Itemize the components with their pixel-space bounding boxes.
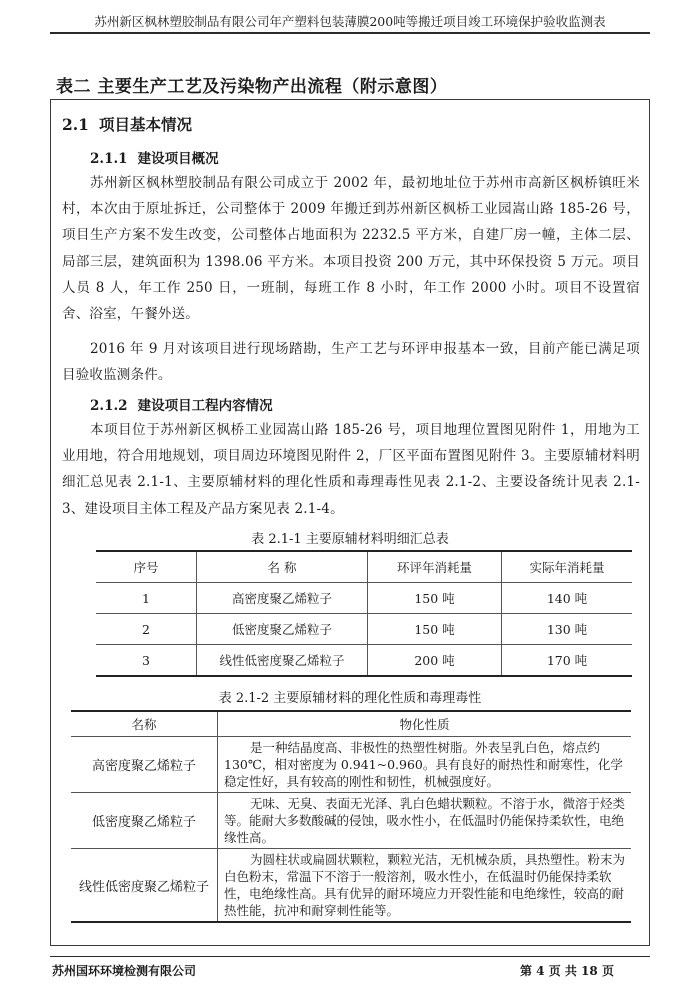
table-row: [96, 614, 632, 645]
table-row: [71, 793, 631, 849]
column-header-index: 序号: [96, 551, 197, 583]
material-properties-text: 无味、无臭、表面无光泽、乳白色蜡状颗粒。不溶于水，微溶于烃类等。能耐大多数酸碱的侵蚀，吸水性小，在低温时仍能保持柔软性，电绝缘性高。: [224, 796, 626, 845]
table-cell: 130 吨: [502, 614, 633, 645]
column-header-actual-consumption: 实际年消耗量: [502, 551, 633, 583]
material-properties-cell: [218, 793, 632, 849]
table-row: [96, 645, 632, 677]
footer-rule: [50, 956, 650, 957]
document-header-title: 苏州新区枫林塑胶制品有限公司年产塑料包装薄膜200吨等搬迁项目竣工环境保护验收监测表: [94, 14, 606, 29]
section-2-1-1-number: 2.1.1: [90, 151, 128, 167]
header-rule: [50, 32, 650, 34]
material-properties-text: 是一种结晶度高、非极性的热塑性树脂。外表呈乳白色，熔点约 130℃，相对密度为 0.941~0.960。具有良好的耐热性和耐寒性，化学稳定性好，具有较高的刚性和韧性，机械强度好。: [224, 740, 623, 789]
project-content-paragraph: 本项目位于苏州新区枫桥工业园嵩山路 185-26 号，项目地理位置图见附件 1，用地为工业用地，符合用地规划，项目周边环境图见附件 2，厂区平面布置图见附件 3。主要原辅材料明细汇总见表 2.1-1、主要原辅材料的理化性质和毒理毒性见表 2.1-2、主要设备统计见表 2.1-3、建设项目主体工程及产品方案见表 2.1-4。: [62, 422, 640, 517]
project-overview-paragraph: 苏州新区枫林塑胶制品有限公司成立于 2002 年，最初地址位于苏州市高新区枫桥镇旺米村，本次由于原址拆迁，公司整体于 2009 年搬迁到苏州新区枫桥工业园嵩山路 185-26 号，项目生产方案不发生改变，公司整体占地面积为 2232.5 平方米，自建厂房一幢，主体二层、局部三层，建筑面积为 1398.06 平方米。本项目投资 200 万元，其中环保投资 5 万元。项目人员 8 人，年工作 250 日，一班制，每班工作 8 小时，年工作 2000 小时。项目不设置宿舍、浴室，午餐外送。: [62, 175, 640, 323]
section-2-1-number: 2.1: [62, 115, 89, 134]
table-cell: 140 吨: [502, 583, 633, 614]
table-header-row: [96, 551, 632, 583]
raw-materials-table: [96, 550, 632, 677]
material-properties-table: [71, 710, 631, 923]
material-name-cell: 高密度聚乙烯粒子: [71, 737, 218, 793]
table-row: [96, 583, 632, 614]
material-name-cell: 低密度聚乙烯粒子: [71, 793, 218, 849]
section-2-1-2-number: 2.1.2: [90, 398, 128, 414]
footer-page-number: 第 4 页 共 18 页: [520, 964, 614, 978]
table-header-row: [71, 711, 631, 737]
table-cell: 3: [96, 645, 197, 677]
material-name-cell: 线性低密度聚乙烯粒子: [71, 849, 218, 923]
table-2-1-1-caption: 表 2.1-1 主要原辅材料明细汇总表: [251, 532, 449, 547]
column-header-properties: 物化性质: [218, 711, 632, 737]
material-properties-cell: [218, 737, 632, 793]
table-cell: 线性低密度聚乙烯粒子: [197, 645, 368, 677]
table-row: [71, 737, 631, 793]
section-2-1-1-heading: [90, 147, 219, 167]
table-row: [71, 849, 631, 923]
column-header-name: 名 称: [197, 551, 368, 583]
material-properties-cell: [218, 849, 632, 923]
footer-company: 苏州国环环境检测有限公司: [52, 964, 197, 978]
table-cell: 150 吨: [368, 583, 502, 614]
table-cell: 1: [96, 583, 197, 614]
section-2-1-2-title: 建设项目工程内容情况: [137, 398, 273, 414]
table-cell: 2: [96, 614, 197, 645]
section-title: 表二 主要生产工艺及污染物产出流程（附示意图）: [56, 77, 448, 97]
material-properties-text: 为圆柱状或扁圆状颗粒，颗粒光洁，无机械杂质，具热塑性。粉末为白色粉末，常温下不溶于一般溶剂，吸水性小，在低温时仍能保持柔软性，电绝缘性高。具有优异的耐环境应力开裂性能和电绝缘性，较高的耐热性能，抗冲和耐穿刺性能等。: [224, 852, 626, 918]
section-2-1-2-heading: [90, 394, 273, 414]
column-header-name: 名称: [71, 711, 218, 737]
table-cell: 150 吨: [368, 614, 502, 645]
table-cell: 低密度聚乙烯粒子: [197, 614, 368, 645]
section-2-1-heading: [62, 113, 192, 135]
table-cell: 200 吨: [368, 645, 502, 677]
site-survey-paragraph: 2016 年 9 月对该项目进行现场踏勘，生产工艺与环评申报基本一致，目前产能已满足项目验收监测条件。: [62, 341, 640, 384]
table-2-1-2-caption: 表 2.1-2 主要原辅材料的理化性质和毒理毒性: [218, 691, 482, 706]
section-2-1-1-title: 建设项目概况: [137, 151, 219, 167]
column-header-eia-consumption: 环评年消耗量: [368, 551, 502, 583]
table-cell: 170 吨: [502, 645, 633, 677]
section-2-1-title: 项目基本情况: [98, 115, 192, 134]
table-cell: 高密度聚乙烯粒子: [197, 583, 368, 614]
